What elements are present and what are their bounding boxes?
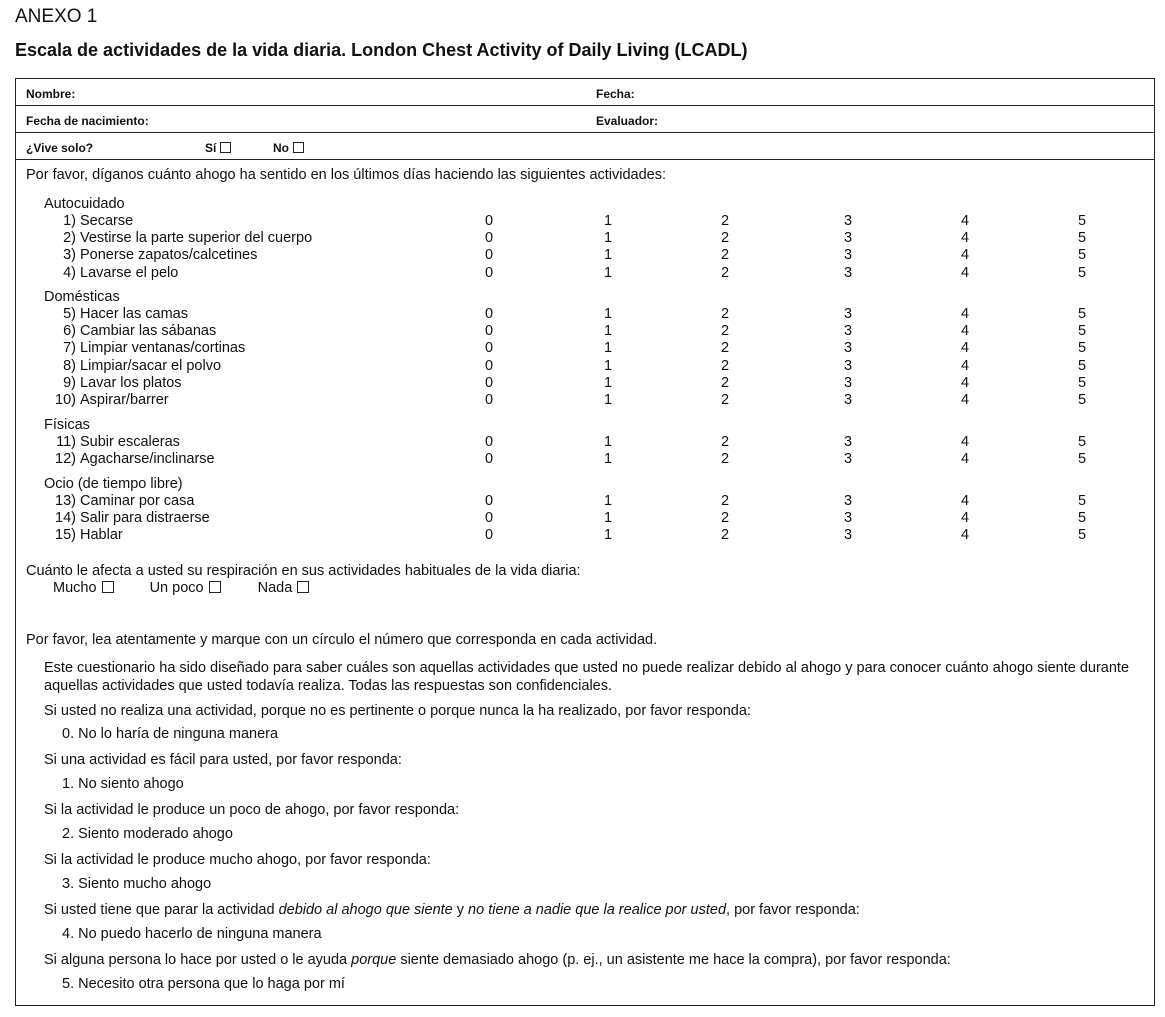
instruction-a0: 0. No lo haría de ninguna manera bbox=[62, 726, 279, 742]
score-option[interactable]: 5 bbox=[1077, 434, 1087, 450]
affect-options bbox=[53, 580, 309, 596]
category-heading: Físicas bbox=[44, 417, 90, 433]
score-option[interactable]: 1 bbox=[603, 247, 613, 264]
score-option[interactable]: 3 bbox=[843, 323, 853, 340]
activity-row bbox=[16, 451, 1154, 468]
date-label: Fecha: bbox=[596, 87, 635, 101]
activity-label: Salir para distraerse bbox=[80, 510, 210, 527]
document-title: Escala de actividades de la vida diaria. London Chest Activity of Daily Living (LCADL) bbox=[15, 40, 748, 60]
score-option[interactable]: 4 bbox=[960, 306, 970, 322]
score-option[interactable]: 2 bbox=[720, 374, 730, 391]
instructions-description: Este cuestionario ha sido diseñado para saber cuáles son aquellas actividades que usted no puede realizar debido al ahogo y para conocer cuánto ahogo siente durante aquellas actividades que usted todavía realiza. Todas las respuestas son confidenciales. bbox=[44, 660, 1130, 694]
activity-label: Cambiar las sábanas bbox=[80, 323, 217, 340]
activity-row bbox=[16, 358, 1154, 375]
checkbox-un-poco[interactable] bbox=[209, 581, 221, 593]
activity-row bbox=[16, 230, 1154, 247]
score-option[interactable]: 4 bbox=[960, 392, 970, 408]
activity-label: Agacharse/inclinarse bbox=[80, 451, 215, 468]
score-option[interactable]: 0 bbox=[484, 264, 494, 281]
score-option[interactable]: 4 bbox=[960, 527, 970, 544]
activity-label: Secarse bbox=[80, 213, 134, 229]
score-option[interactable]: 3 bbox=[843, 392, 853, 408]
instruction-a3: 3. Siento mucho ahogo bbox=[62, 876, 212, 892]
activity-number: 15) bbox=[55, 527, 76, 544]
instruction-q2: Si la actividad le produce un poco de ahogo, por favor responda: bbox=[44, 802, 460, 818]
score-option[interactable]: 1 bbox=[603, 434, 613, 450]
evaluator-label: Evaluador: bbox=[596, 114, 659, 128]
activity-row bbox=[16, 213, 1154, 230]
instruction-a2: 2. Siento moderado ahogo bbox=[62, 826, 233, 842]
activity-row bbox=[16, 392, 1154, 409]
activity-number: 11) bbox=[56, 434, 76, 450]
birth-evaluator-row bbox=[16, 106, 1154, 133]
affect-option-un-poco[interactable]: Un poco bbox=[150, 580, 221, 596]
score-option[interactable]: 4 bbox=[960, 340, 970, 357]
score-option[interactable]: 0 bbox=[484, 213, 494, 229]
score-option[interactable]: 5 bbox=[1077, 451, 1087, 468]
activity-row bbox=[16, 265, 1154, 282]
score-option[interactable]: 5 bbox=[1077, 374, 1087, 391]
instruction-q0: Si usted no realiza una actividad, porque no es pertinente o porque nunca la ha realizado, por favor responda: bbox=[44, 703, 751, 719]
score-option[interactable]: 2 bbox=[720, 392, 730, 408]
activity-row bbox=[16, 375, 1154, 392]
yes-label: Sí bbox=[205, 141, 217, 155]
score-option[interactable]: 4 bbox=[960, 247, 970, 264]
score-option[interactable]: 1 bbox=[603, 527, 613, 544]
score-option[interactable]: 0 bbox=[484, 247, 494, 264]
score-option[interactable]: 4 bbox=[960, 230, 970, 247]
score-option[interactable]: 3 bbox=[843, 527, 853, 544]
category-heading: Ocio (de tiempo libre) bbox=[44, 476, 183, 492]
score-option[interactable]: 1 bbox=[603, 510, 613, 527]
annex-label: ANEXO 1 bbox=[15, 6, 98, 27]
score-option[interactable]: 1 bbox=[603, 213, 613, 229]
score-option[interactable]: 4 bbox=[960, 264, 970, 281]
score-option[interactable]: 0 bbox=[484, 230, 494, 247]
score-option[interactable]: 5 bbox=[1077, 493, 1087, 509]
activity-number: 12) bbox=[55, 451, 76, 468]
score-option[interactable]: 5 bbox=[1077, 357, 1087, 374]
activity-number: 7) bbox=[63, 340, 76, 357]
activity-label: Subir escaleras bbox=[80, 434, 180, 450]
score-option[interactable]: 3 bbox=[843, 451, 853, 468]
score-option[interactable]: 1 bbox=[603, 340, 613, 357]
intro-text: Por favor, díganos cuánto ahogo ha sentido en los últimos días haciendo las siguientes actividades: bbox=[26, 167, 667, 183]
score-option[interactable]: 4 bbox=[960, 357, 970, 374]
activity-number: 6) bbox=[63, 323, 76, 340]
score-option[interactable]: 1 bbox=[603, 230, 613, 247]
name-label: Nombre: bbox=[26, 87, 76, 101]
score-option[interactable]: 4 bbox=[960, 323, 970, 340]
no-option[interactable] bbox=[273, 141, 304, 155]
score-option[interactable]: 0 bbox=[484, 434, 494, 450]
score-option[interactable]: 0 bbox=[484, 374, 494, 391]
score-option[interactable]: 3 bbox=[843, 230, 853, 247]
score-option[interactable]: 3 bbox=[843, 213, 853, 229]
score-option[interactable]: 2 bbox=[720, 264, 730, 281]
score-option[interactable]: 5 bbox=[1077, 230, 1087, 247]
no-checkbox[interactable] bbox=[293, 142, 304, 153]
category-heading: Domésticas bbox=[44, 289, 120, 305]
birth-date-label: Fecha de nacimiento: bbox=[26, 114, 149, 128]
activity-number: 13) bbox=[55, 493, 76, 509]
score-option[interactable]: 3 bbox=[843, 306, 853, 322]
score-option[interactable]: 3 bbox=[843, 264, 853, 281]
score-option[interactable]: 1 bbox=[603, 374, 613, 391]
score-option[interactable]: 5 bbox=[1077, 527, 1087, 544]
yes-option[interactable] bbox=[205, 141, 231, 155]
activity-label: Limpiar ventanas/cortinas bbox=[80, 340, 246, 357]
activity-label: Limpiar/sacar el polvo bbox=[80, 357, 222, 374]
name-date-row bbox=[16, 79, 1154, 106]
instructions-lead: Por favor, lea atentamente y marque con un círculo el número que corresponda en cada actividad. bbox=[26, 632, 658, 648]
score-option[interactable]: 3 bbox=[843, 510, 853, 527]
activity-number: 1) bbox=[63, 213, 76, 229]
score-option[interactable]: 2 bbox=[720, 323, 730, 340]
score-option[interactable]: 4 bbox=[960, 213, 970, 229]
activity-number: 8) bbox=[63, 357, 76, 374]
activity-number: 5) bbox=[63, 306, 76, 322]
score-option[interactable]: 3 bbox=[843, 434, 853, 450]
score-option[interactable]: 0 bbox=[484, 323, 494, 340]
score-option[interactable]: 3 bbox=[843, 340, 853, 357]
score-option[interactable]: 0 bbox=[484, 340, 494, 357]
lives-alone-row bbox=[16, 133, 1154, 160]
score-option[interactable]: 1 bbox=[603, 451, 613, 468]
score-option[interactable]: 0 bbox=[484, 357, 494, 374]
score-option[interactable]: 2 bbox=[720, 247, 730, 264]
score-option[interactable]: 0 bbox=[484, 493, 494, 509]
score-option[interactable]: 0 bbox=[484, 451, 494, 468]
lives-alone-label: ¿Vive solo? bbox=[26, 141, 94, 155]
activity-label: Hablar bbox=[80, 527, 123, 544]
score-option[interactable]: 1 bbox=[603, 357, 613, 374]
score-option[interactable]: 2 bbox=[720, 340, 730, 357]
score-option[interactable]: 5 bbox=[1077, 340, 1087, 357]
score-option[interactable]: 1 bbox=[603, 323, 613, 340]
activity-row bbox=[16, 434, 1154, 451]
score-option[interactable]: 2 bbox=[720, 434, 730, 450]
score-option[interactable]: 1 bbox=[603, 264, 613, 281]
affect-question: Cuánto le afecta a usted su respiración en sus actividades habituales de la vida diaria: bbox=[26, 563, 581, 579]
score-option[interactable]: 2 bbox=[720, 230, 730, 247]
activity-number: 14) bbox=[55, 510, 76, 527]
yes-checkbox[interactable] bbox=[220, 142, 231, 153]
instruction-q4: Si usted tiene que parar la actividad debido al ahogo que siente y no tiene a nadie que la realice por usted, por favor responda: bbox=[44, 902, 860, 918]
activity-row bbox=[16, 493, 1154, 510]
score-option[interactable]: 0 bbox=[484, 392, 494, 408]
activity-number: 2) bbox=[63, 230, 76, 247]
instruction-a1: 1. No siento ahogo bbox=[62, 776, 184, 792]
activity-label: Aspirar/barrer bbox=[80, 392, 169, 408]
activity-row bbox=[16, 527, 1154, 544]
score-option[interactable]: 1 bbox=[603, 392, 613, 408]
score-option[interactable]: 5 bbox=[1077, 510, 1087, 527]
checkbox-nada[interactable] bbox=[297, 581, 309, 593]
instruction-a5: 5. Necesito otra persona que lo haga por mí bbox=[62, 976, 345, 992]
score-option[interactable]: 5 bbox=[1077, 247, 1087, 264]
activity-row bbox=[16, 340, 1154, 357]
score-option[interactable]: 3 bbox=[843, 493, 853, 509]
score-option[interactable]: 2 bbox=[720, 451, 730, 468]
score-option[interactable]: 1 bbox=[603, 306, 613, 322]
score-option[interactable]: 2 bbox=[720, 213, 730, 229]
score-option[interactable]: 3 bbox=[843, 357, 853, 374]
activity-label: Hacer las camas bbox=[80, 306, 188, 322]
score-option[interactable]: 2 bbox=[720, 357, 730, 374]
activity-label: Ponerse zapatos/calcetines bbox=[80, 247, 258, 264]
score-option[interactable]: 5 bbox=[1077, 213, 1087, 229]
score-option[interactable]: 2 bbox=[720, 306, 730, 322]
score-option[interactable]: 4 bbox=[960, 374, 970, 391]
activity-label: Lavarse el pelo bbox=[80, 264, 179, 281]
affect-option-mucho[interactable]: Mucho bbox=[53, 580, 114, 596]
affect-option-nada[interactable]: Nada bbox=[258, 580, 310, 596]
activity-row bbox=[16, 323, 1154, 340]
score-option[interactable]: 4 bbox=[960, 434, 970, 450]
score-option[interactable]: 0 bbox=[484, 306, 494, 322]
activity-label: Lavar los platos bbox=[80, 374, 182, 391]
score-option[interactable]: 4 bbox=[960, 510, 970, 527]
score-option[interactable]: 0 bbox=[484, 527, 494, 544]
score-option[interactable]: 5 bbox=[1077, 306, 1087, 322]
score-option[interactable]: 2 bbox=[720, 493, 730, 509]
category-heading: Autocuidado bbox=[44, 196, 125, 212]
activity-row bbox=[16, 247, 1154, 264]
score-option[interactable]: 0 bbox=[484, 510, 494, 527]
activity-number: 4) bbox=[63, 264, 76, 281]
score-option[interactable]: 3 bbox=[843, 374, 853, 391]
no-label: No bbox=[273, 141, 289, 155]
activity-number: 10) bbox=[55, 392, 76, 408]
score-option[interactable]: 4 bbox=[960, 493, 970, 509]
activity-label: Vestirse la parte superior del cuerpo bbox=[80, 230, 313, 247]
activity-number: 9) bbox=[63, 374, 76, 391]
score-option[interactable]: 5 bbox=[1077, 392, 1087, 408]
score-option[interactable]: 3 bbox=[843, 247, 853, 264]
instruction-q3: Si la actividad le produce mucho ahogo, por favor responda: bbox=[44, 852, 431, 868]
instruction-q5: Si alguna persona lo hace por usted o le ayuda porque siente demasiado ahogo (p. ej., un asistente me hace la compra), por favor responda: bbox=[44, 952, 951, 968]
activity-row bbox=[16, 306, 1154, 323]
checkbox-mucho[interactable] bbox=[102, 581, 114, 593]
score-option[interactable]: 1 bbox=[603, 493, 613, 509]
activity-number: 3) bbox=[63, 247, 76, 264]
score-option[interactable]: 4 bbox=[960, 451, 970, 468]
score-option[interactable]: 5 bbox=[1077, 323, 1087, 340]
score-option[interactable]: 2 bbox=[720, 510, 730, 527]
instruction-a4: 4. No puedo hacerlo de ninguna manera bbox=[62, 926, 322, 942]
questionnaire-box bbox=[15, 78, 1155, 1006]
score-option[interactable]: 5 bbox=[1077, 264, 1087, 281]
activity-row bbox=[16, 510, 1154, 527]
activity-label: Caminar por casa bbox=[80, 493, 195, 509]
score-option[interactable]: 2 bbox=[720, 527, 730, 544]
instruction-q1: Si una actividad es fácil para usted, por favor responda: bbox=[44, 752, 402, 768]
